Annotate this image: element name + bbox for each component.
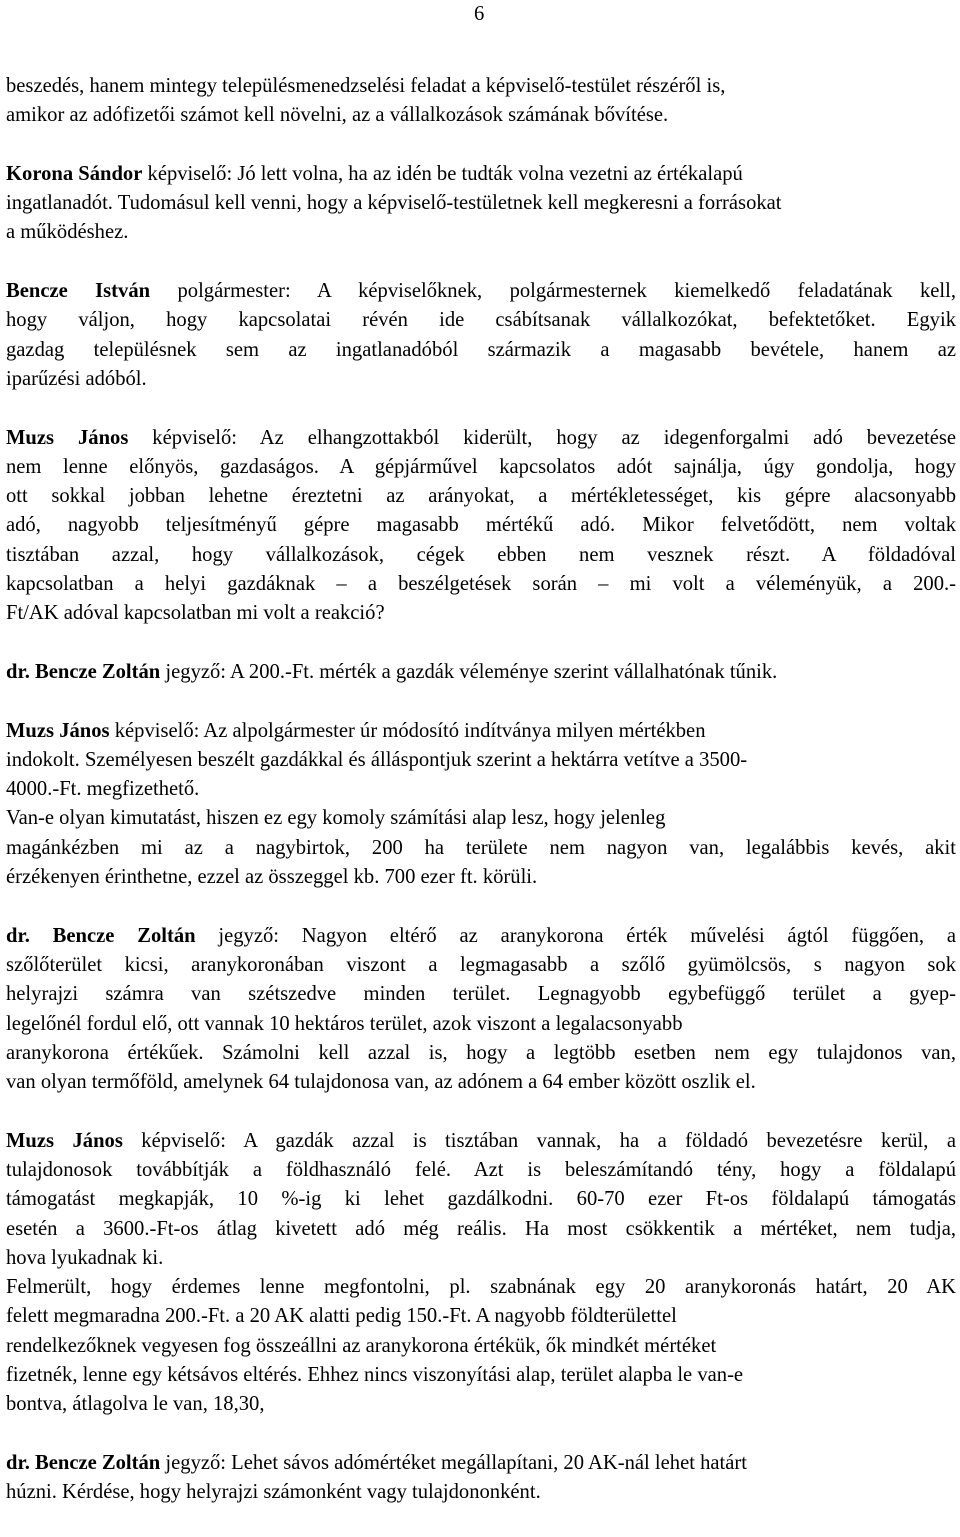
line-text: indokolt. Személyesen beszélt gazdákkal és álláspontjuk szerint a hektárra vetítve a 3500- bbox=[6, 748, 748, 771]
paragraph bbox=[6, 424, 956, 629]
line-text: 4000.-Ft. megfizethető. bbox=[6, 778, 200, 801]
text-line bbox=[6, 1127, 956, 1156]
document-body bbox=[6, 72, 956, 1537]
speaker-name: Korona Sándor bbox=[6, 162, 143, 185]
text-line bbox=[6, 189, 956, 218]
line-text: beszedés, hanem mintegy településmenedzselési feladat a képviselő-testület részéről is, bbox=[6, 75, 726, 97]
page-number: 6 bbox=[474, 3, 485, 25]
text-line bbox=[6, 1185, 956, 1214]
text-line bbox=[6, 1215, 956, 1244]
text-line bbox=[6, 1273, 956, 1302]
line-text: támogatást megkapják, 10 %-ig ki lehet gazdálkodni. 60-70 ezer Ft-os földalapú támogatás bbox=[6, 1188, 956, 1211]
paragraph bbox=[6, 72, 956, 131]
text-line bbox=[6, 775, 956, 804]
line-text: kapcsolatban a helyi gazdáknak – a beszélgetések során – mi volt a véleményük, a 200.- bbox=[6, 573, 956, 596]
text-line bbox=[6, 1068, 956, 1097]
text-line bbox=[6, 511, 956, 540]
paragraph bbox=[6, 1127, 956, 1273]
text-line bbox=[6, 804, 956, 833]
line-text: képviselő: Az elhangzottakból kiderült, hogy az idegenforgalmi adó bevezetése bbox=[128, 426, 956, 449]
paragraph bbox=[6, 658, 956, 687]
line-text: felett megmaradna 200.-Ft. a 20 AK alatti pedig 150.-Ft. A nagyobb földterülettel bbox=[6, 1305, 677, 1328]
line-text: jegyző: Nagyon eltérő az aranykorona érték művelési ágtól függően, a bbox=[195, 924, 956, 947]
speaker-name: Muzs János bbox=[6, 719, 110, 742]
text-line bbox=[6, 1449, 956, 1478]
line-text: fizetnék, lenne egy kétsávos eltérés. Ehhez nincs viszonyítási alap, terület alapba le van-e bbox=[6, 1364, 744, 1387]
speaker-name: dr. Bencze Zoltán bbox=[6, 924, 196, 947]
line-text: képviselő: A gazdák azzal is tisztában vannak, ha a földadó bevezetésre kerül, a bbox=[122, 1129, 956, 1152]
text-line bbox=[6, 306, 956, 335]
paragraph bbox=[6, 717, 956, 805]
text-line bbox=[6, 1039, 956, 1068]
text-line bbox=[6, 746, 956, 775]
text-line bbox=[6, 1302, 956, 1331]
text-line bbox=[6, 1156, 956, 1185]
text-line bbox=[6, 922, 956, 951]
text-line bbox=[6, 424, 956, 453]
text-line bbox=[6, 336, 956, 365]
text-line bbox=[6, 541, 956, 570]
text-line bbox=[6, 1010, 956, 1039]
text-line bbox=[6, 218, 956, 247]
line-text: ott sokkal jobban lehetne éreztetni az arányokat, a mértékletességet, kis gépre alacsonyabb bbox=[6, 485, 956, 508]
text-line bbox=[6, 717, 956, 746]
line-text: adó, nagyobb teljesítményű gépre magasabb mértékű adó. Mikor felvetődött, nem voltak bbox=[6, 514, 956, 537]
line-text: hova lyukadnak ki. bbox=[6, 1246, 164, 1269]
line-text: gazdag településnek sem az ingatlanadóból származik a magasabb bevétele, hanem az bbox=[6, 338, 956, 361]
line-text: aranykorona értékűek. Számolni kell azzal is, hogy a legtöbb esetben nem egy tulajdonos van, bbox=[6, 1041, 956, 1064]
speaker-name: Muzs János bbox=[6, 426, 129, 449]
line-text: képviselő: Jó lett volna, ha az idén be tudták volna vezetni az értékalapú bbox=[142, 162, 743, 185]
text-line bbox=[6, 1478, 956, 1507]
line-text: rendelkezőknek vegyesen fog összeállni az aranykorona értékük, ők mindkét mértéket bbox=[6, 1334, 717, 1357]
line-text: magánkézben mi az a nagybirtok, 200 ha területe nem nagyon van, legalábbis kevés, akit bbox=[6, 836, 956, 859]
line-text: húzni. Kérdése, hogy helyrajzi számonként vagy tulajdononként. bbox=[6, 1481, 541, 1504]
speaker-name: dr. Bencze Zoltán bbox=[6, 660, 161, 683]
paragraph bbox=[6, 160, 956, 248]
line-text: érzékenyen érinthetne, ezzel az összeggel kb. 700 ezer ft. körüli. bbox=[6, 866, 538, 889]
line-text: ingatlanadót. Tudomásul kell venni, hogy a képviselő-testületnek kell megkeresni a forrásokat bbox=[6, 192, 782, 215]
line-text: tisztában azzal, hogy vállalkozások, cégek ebben nem vesznek részt. A földadóval bbox=[6, 543, 956, 566]
text-line bbox=[6, 482, 956, 511]
line-text: van olyan termőföld, amelynek 64 tulajdonosa van, az adónem a 64 ember között oszlik el. bbox=[6, 1071, 756, 1094]
line-text: Van-e olyan kimutatást, hiszen ez egy komoly számítási alap lesz, hogy jelenleg bbox=[6, 807, 666, 830]
line-text: jegyző: A 200.-Ft. mérték a gazdák véleménye szerint vállalhatónak tűnik. bbox=[160, 660, 778, 683]
paragraph bbox=[6, 277, 956, 394]
paragraph bbox=[6, 1273, 956, 1419]
line-text: amikor az adófizetői számot kell növelni, az a vállalkozások számának bővítése. bbox=[6, 104, 669, 127]
line-text: legelőnél fordul elő, ott vannak 10 hektáros terület, azok viszont a legalacsonyabb bbox=[6, 1012, 683, 1035]
line-text: polgármester: A képviselőknek, polgármesternek kiemelkedő feladatának kell, bbox=[150, 280, 956, 303]
speaker-name: dr. Bencze Zoltán bbox=[6, 1451, 161, 1474]
line-text: hogy váljon, hogy kapcsolatai révén ide csábítsanak vállalkozókat, befektetőket. Egyik bbox=[6, 309, 956, 332]
text-line bbox=[6, 160, 956, 189]
text-line bbox=[6, 951, 956, 980]
text-line bbox=[6, 980, 956, 1009]
line-text: tulajdonosok továbbítják a földhasználó felé. Azt is beleszámítandó tény, hogy a földalapú bbox=[6, 1158, 956, 1181]
paragraph bbox=[6, 922, 956, 1098]
speaker-name: Bencze István bbox=[6, 280, 151, 303]
line-text: bontva, átlagolva le van, 18,30, bbox=[6, 1393, 265, 1416]
text-line bbox=[6, 863, 956, 892]
text-line bbox=[6, 599, 956, 628]
text-line bbox=[6, 1244, 956, 1273]
text-line bbox=[6, 570, 956, 599]
line-text: szőlőterület kicsi, aranykoronában viszont a legmagasabb a szőlő gyümölcsös, s nagyon sok bbox=[6, 953, 956, 976]
line-text: iparűzési adóból. bbox=[6, 367, 147, 390]
text-line bbox=[6, 277, 956, 306]
line-text: Ft/AK adóval kapcsolatban mi volt a reakció? bbox=[6, 602, 385, 625]
text-line bbox=[6, 834, 956, 863]
line-text: képviselő: Az alpolgármester úr módosító indítványa milyen mértékben bbox=[109, 719, 706, 742]
text-line bbox=[6, 1332, 956, 1361]
text-line bbox=[6, 1361, 956, 1390]
text-line bbox=[6, 1390, 956, 1419]
line-text: a működéshez. bbox=[6, 221, 129, 244]
speaker-name: Muzs János bbox=[6, 1129, 123, 1152]
paragraph bbox=[6, 804, 956, 892]
text-line bbox=[6, 101, 956, 130]
line-text: nem lenne előnyös, gazdaságos. A gépjárművel kapcsolatos adót sajnálja, úgy gondolja, hogy bbox=[6, 455, 956, 478]
line-text: helyrajzi számra van szétszedve minden terület. Legnagyobb egybefüggő terület a gyep- bbox=[6, 983, 956, 1006]
line-text: Felmerült, hogy érdemes lenne megfontolni, pl. szabnának egy 20 aranykoronás határt, 20 AK bbox=[6, 1276, 956, 1299]
line-text: jegyző: Lehet sávos adómértéket megállapítani, 20 AK-nál lehet határt bbox=[160, 1451, 747, 1474]
line-text: esetén a 3600.-Ft-os átlag kivetett adó még reális. Ha most csökkentik a mértéket, nem tudja, bbox=[6, 1217, 956, 1240]
text-line bbox=[6, 658, 956, 687]
text-line bbox=[6, 72, 956, 101]
text-line bbox=[6, 453, 956, 482]
text-line bbox=[6, 365, 956, 394]
